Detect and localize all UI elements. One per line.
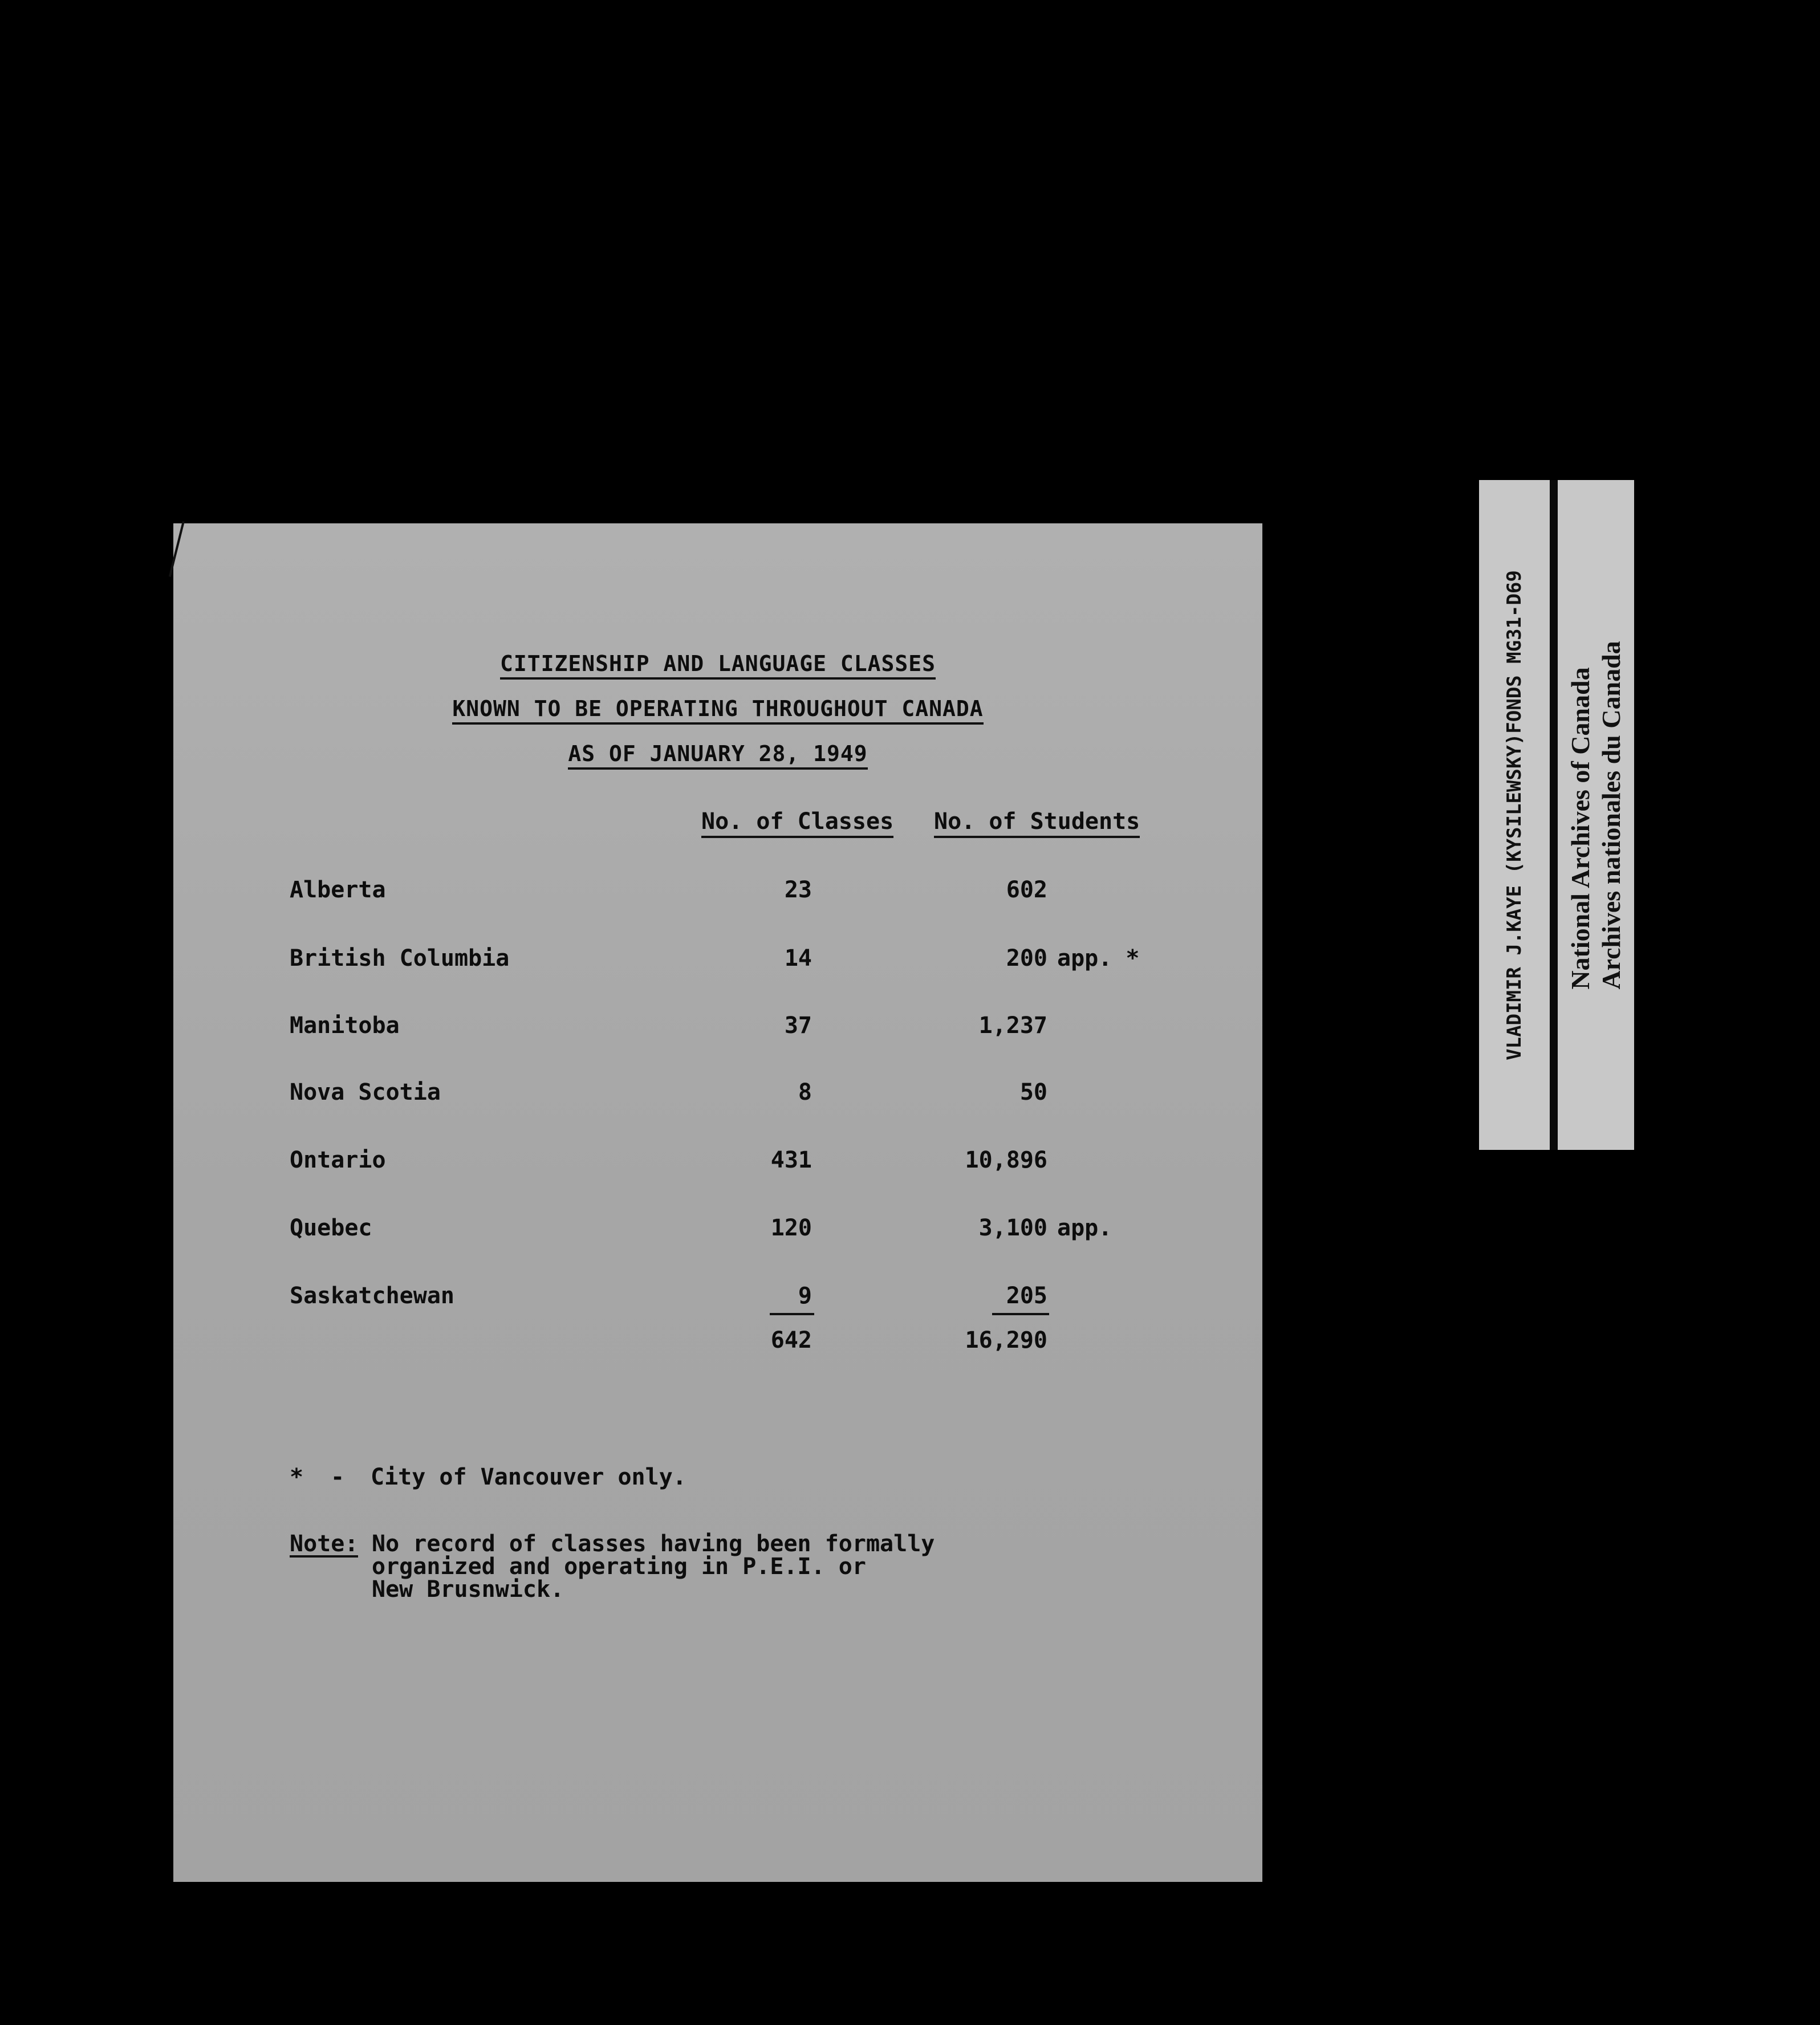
table-row: [173, 1215, 1262, 1249]
province-name: Manitoba: [290, 1012, 400, 1039]
footnote-dash: -: [331, 1464, 345, 1490]
students-count: 3,100: [978, 1215, 1047, 1241]
classes-count: 23: [784, 877, 812, 903]
students-total-rule: [992, 1313, 1049, 1315]
province-name: British Columbia: [290, 945, 510, 971]
footnote-text: City of Vancouver only.: [371, 1464, 686, 1490]
title-line-3: AS OF JANUARY 28, 1949: [173, 741, 1262, 766]
students-count: 1,237: [978, 1012, 1047, 1039]
table-row: [173, 945, 1262, 979]
classes-count: 9: [798, 1283, 812, 1309]
note-line: organized and operating in P.E.I. or: [372, 1554, 866, 1580]
row-note: app.: [1057, 1215, 1112, 1241]
document-page: [173, 523, 1262, 1882]
province-name: Saskatchewan: [290, 1283, 454, 1309]
totals-row: [173, 1327, 1262, 1361]
column-header-classes: No. of Classes: [701, 808, 893, 838]
footnote: [290, 1464, 686, 1490]
title-line-2: KNOWN TO BE OPERATING THROUGHOUT CANADA: [173, 696, 1262, 721]
fonds-strip: [1479, 480, 1550, 1150]
archives-label-fr: Archives nationales du Canada: [1596, 640, 1626, 990]
table-row: [173, 1012, 1262, 1047]
classes-total-rule: [770, 1313, 814, 1315]
table-row: [173, 1283, 1262, 1317]
archives-strip: [1558, 480, 1634, 1150]
classes-count: 8: [798, 1079, 812, 1105]
table-row: [173, 1147, 1262, 1181]
classes-count: 37: [784, 1012, 812, 1039]
classes-count: 120: [770, 1215, 812, 1241]
title-line-1: CITIZENSHIP AND LANGUAGE CLASSES: [173, 651, 1262, 676]
note-label: Note:: [290, 1531, 359, 1557]
province-name: Nova Scotia: [290, 1079, 441, 1105]
students-count: 602: [1006, 877, 1047, 903]
classes-count: 14: [784, 945, 812, 971]
corner-mark: [169, 521, 190, 578]
students-count: 10,896: [965, 1147, 1047, 1173]
table-row: [173, 1079, 1262, 1113]
column-header-students: No. of Students: [934, 808, 1140, 838]
row-note: app. *: [1057, 945, 1140, 971]
strip-divider: [1550, 480, 1558, 1150]
footnote-symbol: *: [290, 1464, 304, 1490]
classes-total: 642: [770, 1327, 812, 1353]
province-name: Ontario: [290, 1147, 386, 1173]
note-body: [372, 1532, 935, 1601]
table-row: [173, 877, 1262, 911]
students-total: 16,290: [965, 1327, 1047, 1353]
students-count: 205: [1006, 1283, 1047, 1309]
province-name: Quebec: [290, 1215, 372, 1241]
students-count: 50: [1019, 1079, 1047, 1105]
archives-label-en: National Archives of Canada: [1566, 666, 1595, 990]
note-line: New Brusnwick.: [372, 1576, 564, 1603]
note-line: No record of classes having been formally: [372, 1531, 935, 1557]
classes-count: 431: [770, 1147, 812, 1173]
students-count: 200: [1006, 945, 1047, 971]
fonds-label: VLADIMIR J.KAYE (KYSILEWSKY)FONDS MG31-D69: [1503, 570, 1526, 1060]
archives-label: [1565, 641, 1627, 989]
province-name: Alberta: [290, 877, 386, 903]
